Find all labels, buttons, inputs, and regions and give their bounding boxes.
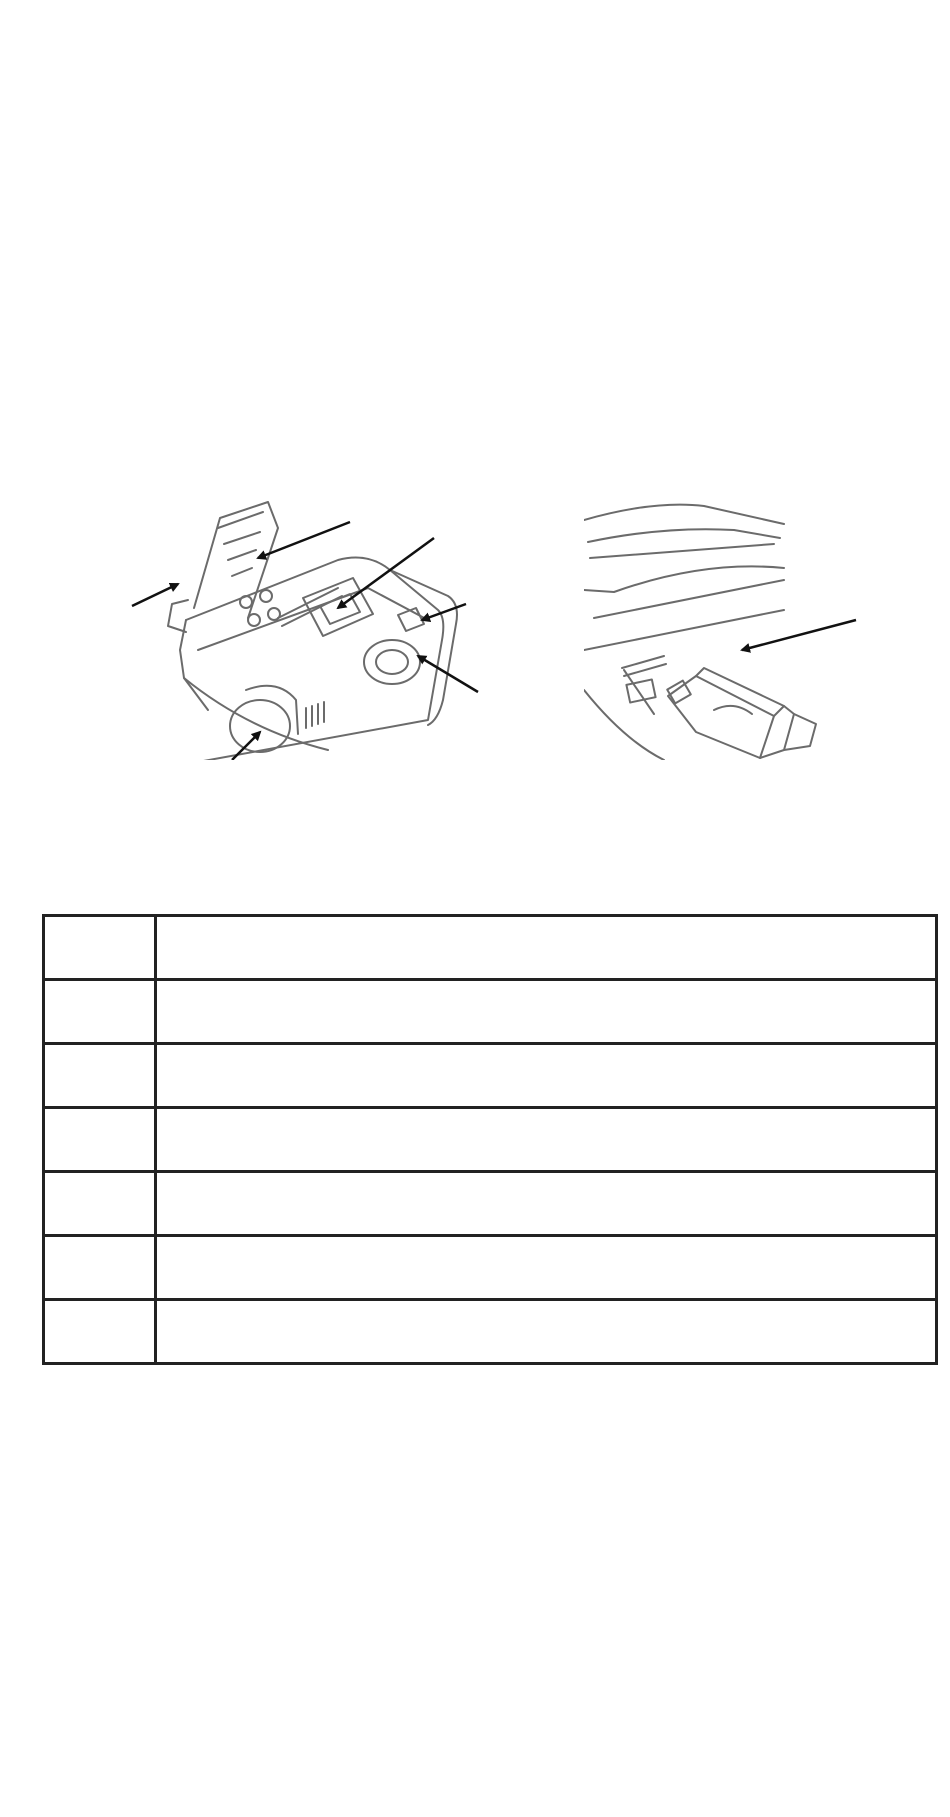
part-description-cell — [156, 1236, 937, 1300]
table-row — [44, 916, 937, 980]
table-row — [44, 980, 937, 1044]
part-number-cell — [44, 1108, 156, 1172]
part-description-cell — [156, 1108, 937, 1172]
usb-drawing — [584, 500, 874, 760]
table-row — [44, 1236, 937, 1300]
parts-legend-table — [42, 914, 938, 1365]
table-row — [44, 1172, 937, 1236]
usb-illustration — [584, 500, 874, 760]
part-number-cell — [44, 980, 156, 1044]
device-illustration — [128, 500, 488, 760]
table-row — [44, 1108, 937, 1172]
table-row — [44, 1300, 937, 1364]
part-number-cell — [44, 916, 156, 980]
part-description-cell — [156, 1300, 937, 1364]
part-description-cell — [156, 916, 937, 980]
part-number-cell — [44, 1044, 156, 1108]
part-number-cell — [44, 1236, 156, 1300]
device-drawing — [128, 500, 488, 760]
table-row — [44, 1044, 937, 1108]
part-description-cell — [156, 1172, 937, 1236]
part-description-cell — [156, 980, 937, 1044]
part-number-cell — [44, 1172, 156, 1236]
part-number-cell — [44, 1300, 156, 1364]
part-description-cell — [156, 1044, 937, 1108]
